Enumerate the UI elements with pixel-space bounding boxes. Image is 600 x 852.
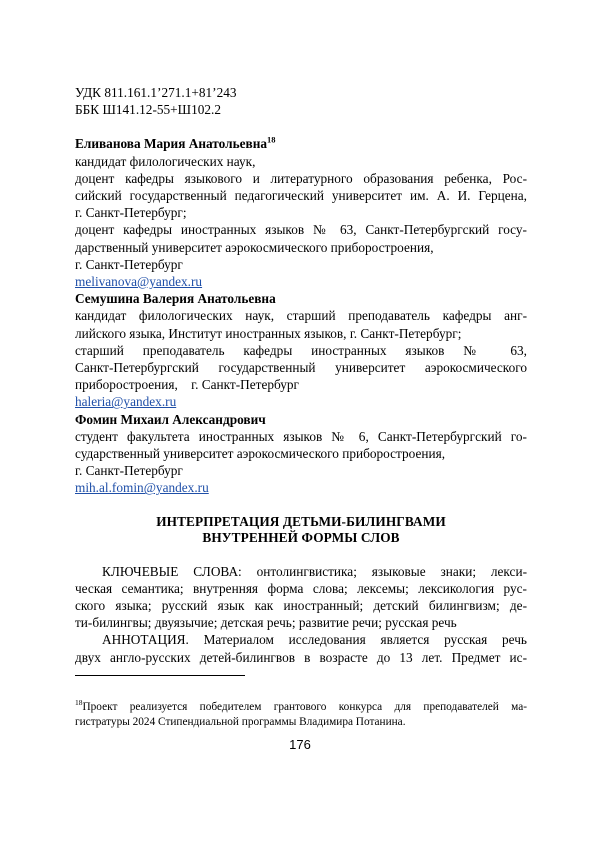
footnote-mark: 18 [75,698,83,708]
keywords-line: ти-билингвы; двуязычие; детская речь; развитие речи; русская речь [75,615,457,631]
article-title-line: ВНУТРЕННЕЙ ФОРМЫ СЛОВ [202,530,400,546]
author-affiliation-line: сударственный университет аэрокосмического приборостроения, [75,446,446,462]
author-affiliation-line: г. Санкт-Петербург [75,463,183,479]
author-affiliation-line: приборостроения, г. Санкт-Петербург [75,377,300,393]
annotation-line: АННОТАЦИЯ. Материалом исследования является русская речь [102,632,527,648]
keywords-paragraph [75,563,527,632]
author-affiliation-line: кандидат филологических наук, старший преподаватель кафедры анг- [75,308,527,324]
author-affiliation-line: дарственный университет аэрокосмического приборостроения, [75,239,434,255]
keywords-line: ческая семантика; внутренняя форма слова; лексемы; лексикология рус- [75,580,527,596]
footnote [75,700,527,730]
keywords-line: ского языка; русский язык как иностранный; детский билингвизм; де- [75,598,527,614]
footnote-line: гистратуры 2024 Стипендиальной программы Владимира Потанина. [75,716,406,728]
author-block-3 [75,411,527,497]
footnote-text: Проект реализуется победителем грантового конкурса для преподавателей ма- [82,701,527,713]
article-title [75,514,527,547]
author-affiliation-line: г. Санкт-Петербург; [75,205,187,221]
author-email-link[interactable]: mih.al.fomin@yandex.ru [75,480,209,496]
annotation-paragraph [75,631,527,665]
author-block-1 [75,135,527,290]
author-block-2 [75,290,527,410]
bbk-code: ББК Ш141.12-55+Ш102.2 [75,102,221,118]
article-title-line: ИНТЕРПРЕТАЦИЯ ДЕТЬМИ-БИЛИНГВАМИ [156,513,446,529]
author-email-link[interactable]: haleria@yandex.ru [75,394,177,410]
author-affiliation-line: студент факультета иностранных языков № 6, Санкт-Петербургский го- [75,428,527,444]
footnote-line [75,700,527,715]
keywords-line: КЛЮЧЕВЫЕ СЛОВА: онтолингвистика; языковые знаки; лекси- [102,563,527,579]
author-email-link[interactable]: melivanova@yandex.ru [75,274,203,290]
article-page [75,84,527,666]
author-affiliation-line: лийского языка, Институт иностранных языков, г. Санкт-Петербург; [75,325,462,341]
annotation-line: двух англо-русских детей-билингвов в возрасте до 13 лет. Предмет ис- [75,649,527,665]
author-affiliation-line: Санкт-Петербургский государственный университет аэрокосмического [75,360,527,376]
author-affiliation-line: доцент кафедры языкового и литературного образования ребенка, Рос- [75,170,527,186]
author-name-text: Еливанова Мария Анатольевна [75,136,268,152]
footnote-reference[interactable]: 18 [267,134,276,145]
author-affiliation-line: г. Санкт-Петербург [75,256,183,272]
author-affiliation-line: старший преподаватель кафедры иностранных языков № 63, [75,342,527,358]
author-affiliation-line: доцент кафедры иностранных языков № 63, Санкт-Петербургский госу- [75,222,527,238]
author-name: Семушина Валерия Анатольевна [75,291,276,307]
author-affiliation-line: кандидат филологических наук, [75,153,256,169]
author-name: Фомин Михаил Александрович [75,411,266,427]
author-affiliation-line: сийский государственный педагогический университет им. А. И. Герцена, [75,188,527,204]
page-number: 176 [289,737,311,752]
footnote-divider [75,675,245,676]
author-name [75,135,527,152]
spacer [75,118,527,135]
udk-code: УДК 811.161.1’271.1+81’243 [75,85,237,100]
